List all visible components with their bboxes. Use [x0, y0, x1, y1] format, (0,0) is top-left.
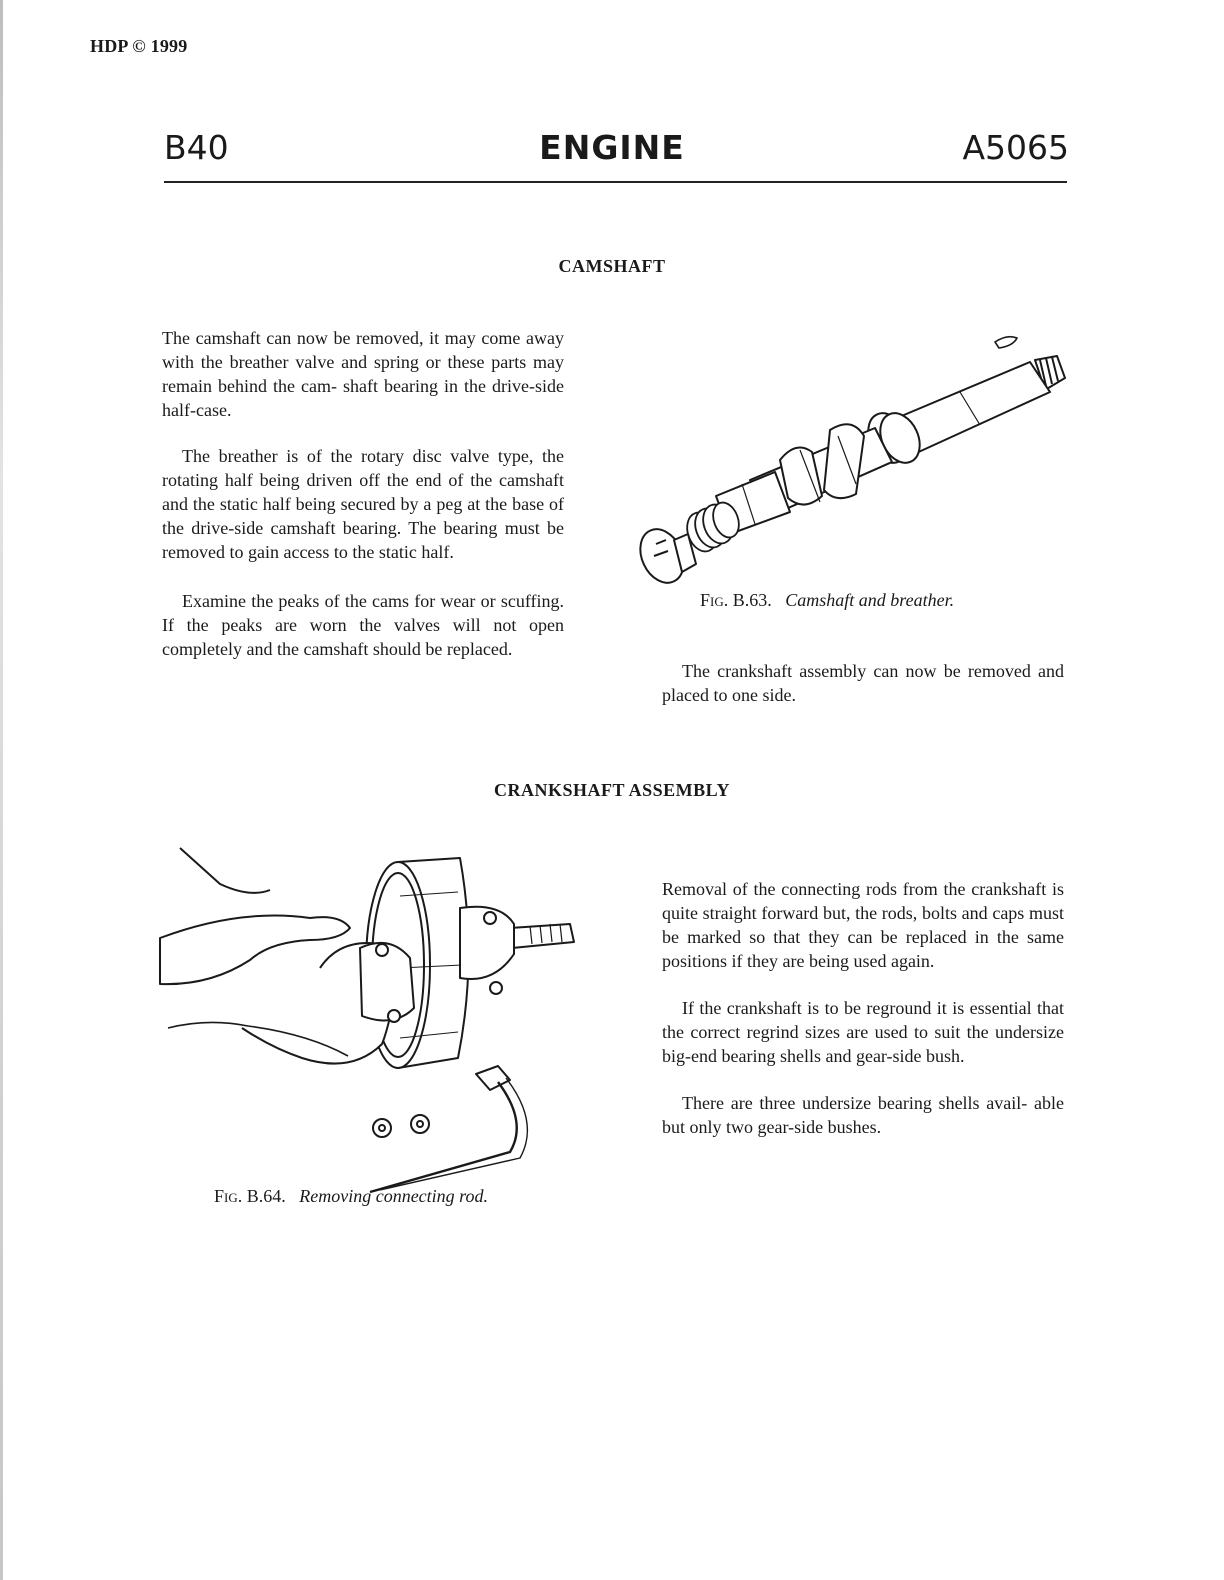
page-reference: A5065: [962, 128, 1069, 167]
camshaft-paragraph-2: The breather is of the rotary disc valve type, the rotating half being driven off the end of the camshaft and the static half being secured by a peg at the base of the drive-side camshaft bearing. The bearing must be removed to gain access to the static half.: [162, 446, 564, 562]
figure-b63-label: Fig. B.63.: [700, 590, 772, 610]
figure-b64-caption: [214, 1186, 488, 1207]
crankshaft-illustration: [160, 848, 600, 1188]
camshaft-after-figure-text: The crankshaft assembly can now be removed and placed to one side.: [662, 661, 1064, 705]
figure-b64-title: Removing connecting rod.: [299, 1186, 489, 1206]
crankshaft-paragraph-1: Removal of the connecting rods from the crankshaft is quite straight forward but, the rods, bolts and caps must be marked so that they can be replaced in the same positions if they are being used again.: [662, 879, 1064, 971]
figure-b63-caption: [700, 590, 954, 611]
camshaft-paragraph-1: The camshaft can now be removed, it may come away with the breather valve and spring or these parts may remain behind the cam- shaft bearing in the drive-side half-case.: [162, 328, 564, 420]
copyright-notice: HDP © 1999: [90, 36, 188, 56]
crankshaft-text-column: [662, 877, 1064, 1139]
crankshaft-paragraph-2: If the crankshaft is to be reground it is essential that the correct regrind sizes are used to suit the undersize big-end bearing shells and gear-side bush.: [662, 998, 1064, 1066]
page-section-code: B40: [164, 128, 229, 167]
camshaft-paragraph-3: Examine the peaks of the cams for wear or scuffing. If the peaks are worn the valves will not open completely and the camshaft should be replaced.: [162, 591, 564, 659]
camshaft-heading: CAMSHAFT: [558, 256, 666, 276]
figure-b63-title: Camshaft and breather.: [785, 590, 955, 610]
camshaft-text-column: [162, 326, 564, 661]
camshaft-illustration: [630, 320, 1070, 590]
crankshaft-heading: CRANKSHAFT ASSEMBLY: [493, 780, 731, 800]
header-rule: [164, 181, 1067, 183]
page-title: ENGINE: [539, 128, 685, 167]
figure-b64-label: Fig. B.64.: [214, 1186, 286, 1206]
crankshaft-paragraph-3: There are three undersize bearing shells avail- able but only two gear-side bushes.: [662, 1093, 1064, 1137]
